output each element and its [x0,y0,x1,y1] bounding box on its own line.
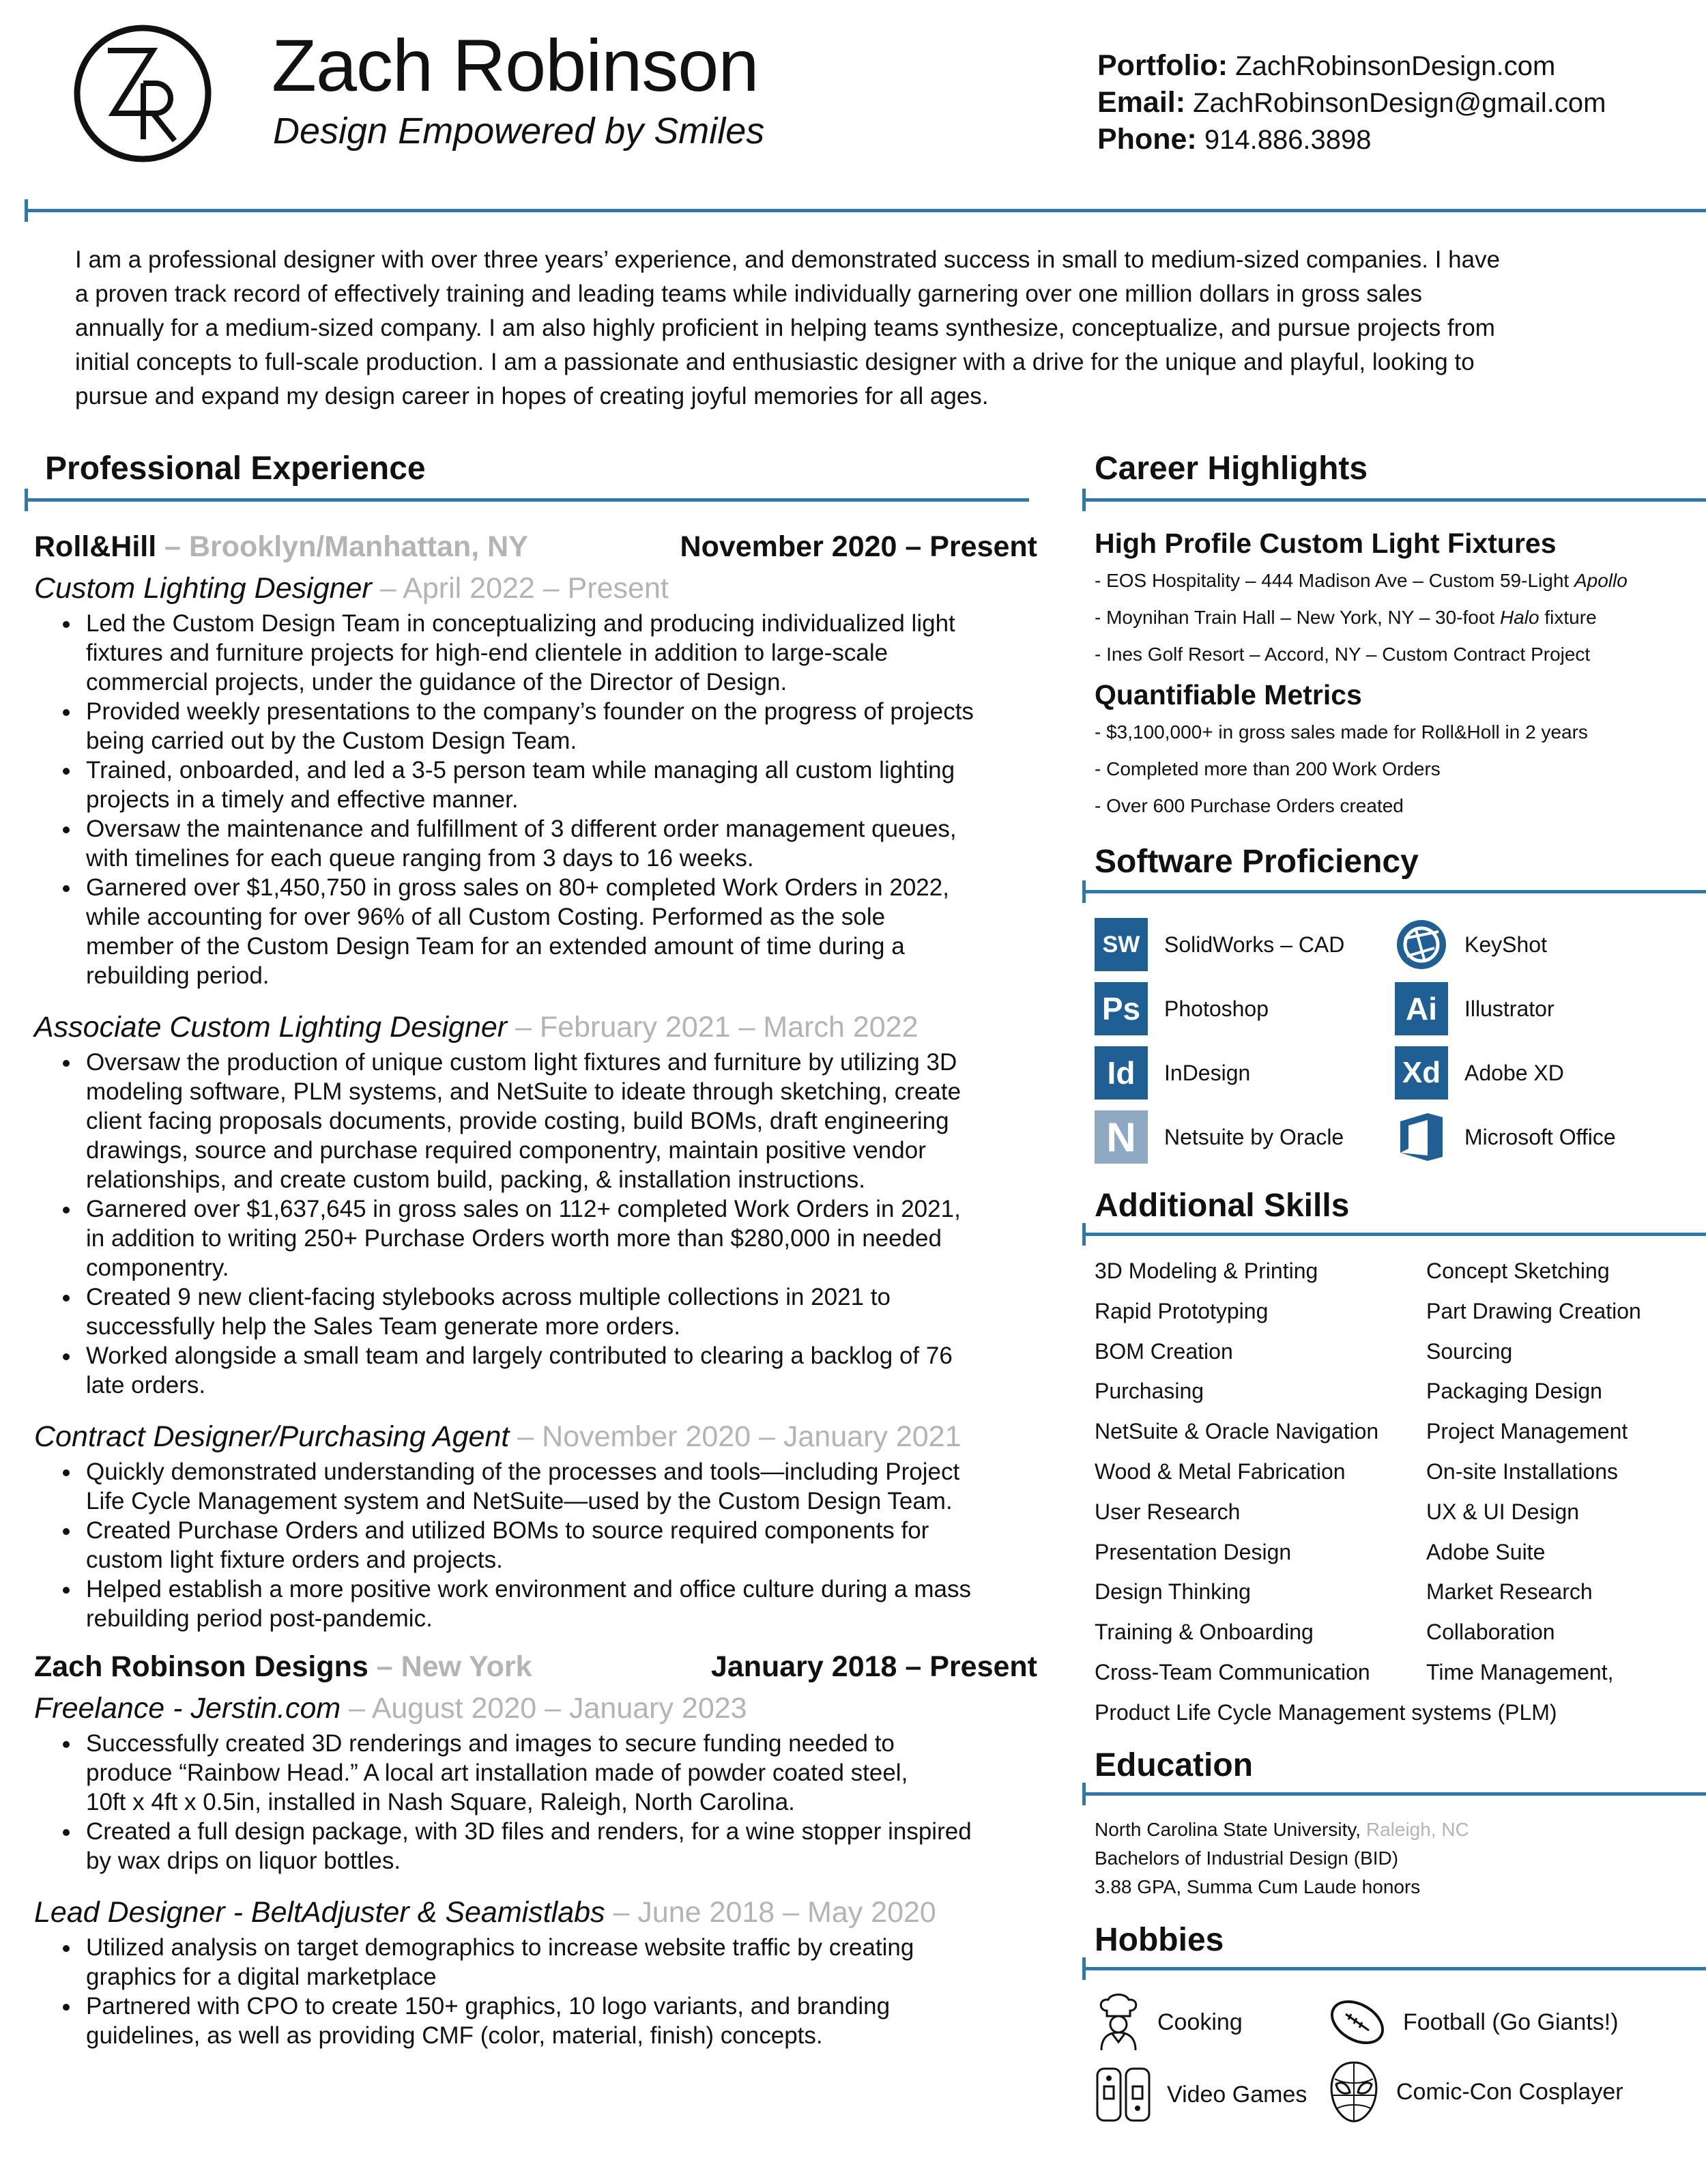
list-item: - EOS Hospitality – 444 Madison Ave – Custom 59-Light Apollo [1095,570,1628,591]
bullet-list [50,609,1037,990]
highlights-block [1095,524,1702,824]
bullet-item: Created 9 new client-facing stylebooks across multiple collections in 2021 to successfully help the Sales Team generate more orders. [50,1282,1037,1341]
skill-item: Adobe Suite [1426,1539,1546,1564]
list-item: - Completed more than 200 Work Orders [1095,758,1441,779]
hobbies-divider [1082,1967,1706,1970]
skill-item: Purchasing [1095,1379,1204,1404]
skill-item: Presentation Design [1095,1539,1292,1564]
bullet-item: Created a full design package, with 3D files and renders, for a wine stopper inspired by wax drips on liquor bottles. [50,1817,1037,1876]
bullet-item: Partnered with CPO to create 150+ graphics, 10 logo variants, and branding guidelines, as well as providing CMF (color, material, finish) concepts. [50,1992,1037,2050]
role-dates: – April 2022 – Present [371,572,669,605]
education-heading: Education [1095,1747,1254,1783]
skill-item: Collaboration [1426,1620,1555,1645]
role-title-row [34,1007,1037,1048]
bullet-item: Successfully created 3D renderings and images to secure funding needed to produce “Rainbow Head.” A local art installation made of powder coated steel, 10ft x 4ft x 0.5in, installed in Nash Square, Raleigh, North Carolina. [50,1729,1037,1817]
zr-logo [72,23,213,164]
software-item: Ps Photoshop [1095,981,1269,1036]
bullet-item: Oversaw the production of unique custom light fixtures and furniture by utilizing 3D modeling software, PLM systems, and NetSuite to ideate through sketching, create client facing proposals documents, provide costing, build BOMs, draft engineering drawings, source and purchase required componentry, maintain positive vendor relationships, and create custom build, packing, & installation instructions. [50,1048,1037,1194]
bullet-item: Garnered over $1,637,645 in gross sales on 112+ completed Work Orders in 2021, in addition to writing 250+ Purchase Orders worth more than $280,000 in needed componentry. [50,1194,1037,1282]
role-dates: – November 2020 – January 2021 [509,1420,962,1453]
company-dates: November 2020 – Present [680,530,1037,563]
company-name: Roll&Hill [34,530,157,563]
skill-item: BOM Creation [1095,1338,1233,1364]
spiderman-mask-icon [1327,2060,1381,2124]
football-icon [1327,1995,1388,2050]
summary-paragraph: I am a professional designer with over three years’ experience, and demonstrated success in small to medium-sized companies. I have a proven track record of effectively training and leading teams while individually garnering over one million dollars in gross sales annually for a medium-sized company. I am also highly proficient in helping teams synthesize, conceptualize, and pursue projects from initial concepts to full-scale production. I am a passionate and enthusiastic designer with a drive for the unique and playful, looking to pursue and expand my design career in hopes of creating joyful memories for all ages. [75,246,1501,410]
candidate-name: Zach Robinson [272,24,759,106]
software-item: Id InDesign [1095,1046,1250,1100]
skill-item: Packaging Design [1426,1379,1602,1404]
header-divider [25,209,1706,212]
company-row [34,1646,1037,1688]
bullet-list [50,1457,1037,1633]
role-dates: – February 2021 – March 2022 [507,1011,919,1044]
software-item: Microsoft Office [1395,1110,1616,1164]
list-item: - Over 600 Purchase Orders created [1095,795,1404,816]
role-title: Freelance - Jerstin.com [34,1692,341,1725]
software-item: N Netsuite by Oracle [1095,1110,1344,1164]
skill-item: Wood & Metal Fabrication [1095,1459,1346,1484]
fixtures-list [1095,562,1702,673]
software-item: SW SolidWorks – CAD [1095,917,1344,972]
hobby-item: Comic-Con Cosplayer [1327,2061,1623,2123]
skill-item: Cross-Team Communication [1095,1660,1370,1684]
microsoft-office-icon [1395,1110,1448,1164]
bullet-item: Garnered over $1,450,750 in gross sales on 80+ completed Work Orders in 2022, while accounting for over 96% of all Custom Costing. Performed as the sole member of the Custom Design Team for an extended amount of time during a rebuilding period. [50,873,1037,990]
skills-heading: Additional Skills [1095,1188,1350,1224]
chef-icon [1095,1993,1142,2052]
indesign-icon: Id [1095,1046,1148,1100]
photoshop-icon: Ps [1095,982,1148,1035]
hobby-item: Football (Go Giants!) [1327,1992,1619,2053]
contact-email[interactable]: Email: ZachRobinsonDesign@gmail.com [1097,86,1606,119]
metrics-list [1095,714,1702,824]
software-item: KeyShot [1395,917,1547,972]
company-location: – Brooklyn/Manhattan, NY [156,530,528,563]
bullet-list [50,1048,1037,1400]
role-title-row [34,1688,1037,1729]
solidworks-icon: SW [1095,918,1148,971]
skill-item: Training & Onboarding [1095,1620,1314,1645]
fixtures-heading: High Profile Custom Light Fixtures [1095,528,1557,559]
list-item: - $3,100,000+ in gross sales made for Roll&Holl in 2 years [1095,721,1588,743]
software-heading: Software Proficiency [1095,844,1419,880]
role-title: Lead Designer - BeltAdjuster & Seamistlabs [34,1896,605,1929]
skill-item: NetSuite & Oracle Navigation [1095,1419,1379,1444]
education-block [1095,1815,1469,1901]
role-dates: – June 2018 – May 2020 [605,1896,936,1929]
software-item: Xd Adobe XD [1395,1046,1564,1100]
bullet-item: Utilized analysis on target demographics to increase website traffic by creating graphics for a digital marketplace [50,1933,1037,1992]
bullet-item: Helped establish a more positive work environment and office culture during a mass rebuilding period post-pandemic. [50,1575,1037,1633]
contact-portfolio[interactable]: Portfolio: ZachRobinsonDesign.com [1097,49,1556,82]
hobbies-heading: Hobbies [1095,1922,1224,1958]
adobe-xd-icon: Xd [1395,1046,1448,1100]
skill-item: Part Drawing Creation [1426,1298,1641,1323]
school-name: North Carolina State University, [1095,1819,1361,1840]
skill-item: On-site Installations [1426,1459,1619,1484]
skill-item: Project Management [1426,1419,1628,1444]
company-dates: January 2018 – Present [710,1650,1037,1683]
skill-item: Design Thinking [1095,1579,1251,1605]
software-item: Ai Illustrator [1395,981,1555,1036]
game-controller-icon [1095,2066,1152,2123]
role-title-row [34,568,1037,609]
experience-divider [25,498,1029,502]
role-title: Custom Lighting Designer [34,572,372,605]
bullet-item: Oversaw the maintenance and fulfillment of 3 different order management queues, with timelines for each queue ranging from 3 days to 16 weeks. [50,814,1037,873]
skill-item: Market Research [1426,1579,1593,1605]
role-title: Contract Designer/Purchasing Agent [34,1420,510,1453]
bullet-item: Led the Custom Design Team in conceptualizing and producing individualized light fixtures and furniture projects for high-end clientele in addition to large-scale commercial projects, under the guidance of the Director of Design. [50,609,1037,697]
tagline: Design Empowered by Smiles [273,111,765,152]
bullet-list [50,1933,1037,2050]
degree: Bachelors of Industrial Design (BID) [1095,1848,1399,1869]
experience-list [34,526,1037,2050]
experience-column [34,526,1037,2050]
contact-phone[interactable]: Phone: 914.886.3898 [1097,123,1372,156]
skill-item: User Research [1095,1499,1241,1524]
bullet-item: Provided weekly presentations to the company’s founder on the progress of projects being carried out by the Custom Design Team. [50,697,1037,756]
hobby-item: Cooking [1095,1992,1243,2053]
role-dates: – August 2020 – January 2023 [341,1692,747,1725]
bullet-item: Quickly demonstrated understanding of the processes and tools—including Project Life Cycle Management system and NetSuite—used by the Custom Design Team. [50,1457,1037,1516]
experience-heading: Professional Experience [45,450,426,487]
metrics-heading: Quantifiable Metrics [1095,679,1362,710]
role-title: Associate Custom Lighting Designer [34,1011,508,1044]
skill-item: Product Life Cycle Management systems (PLM) [1095,1699,1557,1725]
skill-item: Concept Sketching [1426,1259,1610,1283]
skill-item: 3D Modeling & Printing [1095,1259,1318,1283]
skill-item: UX & UI Design [1426,1499,1580,1524]
education-divider [1082,1792,1706,1796]
school-location: Raleigh, NC [1361,1819,1469,1840]
highlights-heading: Career Highlights [1095,450,1368,487]
bullet-item: Trained, onboarded, and led a 3-5 person team while managing all custom lighting projects in a timely and effective manner. [50,756,1037,814]
role-title-row [34,1892,1037,1933]
highlights-divider [1082,498,1706,502]
list-item: - Moynihan Train Hall – New York, NY – 30-foot Halo fixture [1095,607,1597,628]
honors: 3.88 GPA, Summa Cum Laude honors [1095,1876,1421,1897]
bullet-list [50,1729,1037,1876]
company-location: – New York [368,1650,532,1683]
skill-item: Rapid Prototyping [1095,1298,1269,1323]
netsuite-icon: N [1095,1110,1148,1164]
company-row [34,526,1037,568]
skill-item: Sourcing [1426,1338,1513,1364]
keyshot-icon [1395,918,1448,971]
hobby-item: Video Games [1095,2064,1307,2125]
contact-block [1097,48,1684,158]
company-name: Zach Robinson Designs [34,1650,368,1683]
bullet-item: Worked alongside a small team and largely contributed to clearing a backlog of 76 late orders. [50,1341,1037,1400]
illustrator-icon: Ai [1395,982,1448,1035]
skill-item: Time Management, [1426,1660,1614,1684]
skills-divider [1082,1233,1706,1236]
software-divider [1082,890,1706,893]
list-item: - Ines Golf Resort – Accord, NY – Custom Contract Project [1095,644,1591,665]
bullet-item: Created Purchase Orders and utilized BOMs to source required components for custom light fixture orders and projects. [50,1516,1037,1575]
role-title-row [34,1416,1037,1457]
